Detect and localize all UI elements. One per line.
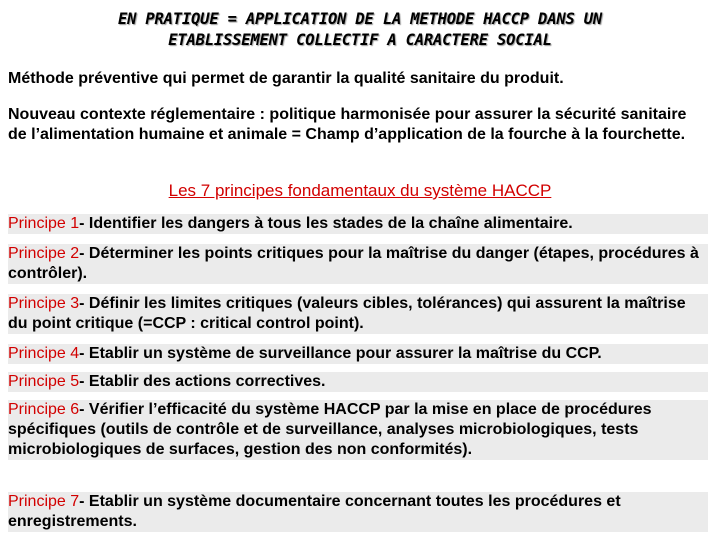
intro-paragraph-2: Nouveau contexte réglementaire : politique harmonisée pour assurer la sécurité sanitaire de l’alimentation humaine et animale = Champ d’application de la fourche à la fourchette. — [8, 106, 687, 143]
principle-text: - Identifier les dangers à tous les stades de la chaîne alimentaire. — [79, 215, 573, 232]
principle-2 — [8, 244, 708, 284]
principle-text: - Etablir des actions correctives. — [79, 373, 326, 390]
principle-4 — [8, 344, 708, 364]
principle-label: Principe 7 — [8, 493, 80, 510]
page-title — [0, 9, 720, 51]
intro-paragraph-1: Méthode préventive qui permet de garantir la qualité sanitaire du produit. — [8, 70, 564, 87]
section-subtitle: Les 7 principes fondamentaux du système HACCP — [168, 181, 552, 200]
principle-label: Principe 4 — [8, 345, 80, 362]
principle-7 — [8, 492, 708, 532]
principle-text: - Vérifier l’efficacité du système HACCP par la mise en place de procédures spécifiques (outils de contrôle et de surveillance, analyses microbiologiques, tests microbiologiques de surfaces, gestion des non conformités). — [8, 401, 652, 458]
principle-text: - Déterminer les points critiques pour la maîtrise du danger (étapes, procédures à contrôler). — [8, 245, 699, 282]
principle-1 — [8, 214, 708, 234]
principle-3 — [8, 294, 708, 334]
title-line-1: EN PRATIQUE = APPLICATION DE LA METHODE HACCP DANS UN — [118, 10, 602, 28]
principle-label: Principe 3 — [8, 295, 80, 312]
principle-label: Principe 2 — [8, 245, 80, 262]
principle-text: - Etablir un système documentaire concernant toutes les procédures et enregistrements. — [8, 493, 621, 530]
principle-label: Principe 6 — [8, 401, 80, 418]
principle-6 — [8, 400, 708, 460]
principle-label: Principe 5 — [8, 373, 80, 390]
title-line-2: ETABLISSEMENT COLLECTIF A CARACTERE SOCIAL — [168, 31, 552, 49]
principle-label: Principe 1 — [8, 215, 80, 232]
principle-5 — [8, 372, 708, 392]
principle-text: - Définir les limites critiques (valeurs cibles, tolérances) qui assurent la maîtrise du point critique (=CCP : critical control point). — [8, 295, 686, 332]
principle-text: - Etablir un système de surveillance pour assurer la maîtrise du CCP. — [79, 345, 602, 362]
